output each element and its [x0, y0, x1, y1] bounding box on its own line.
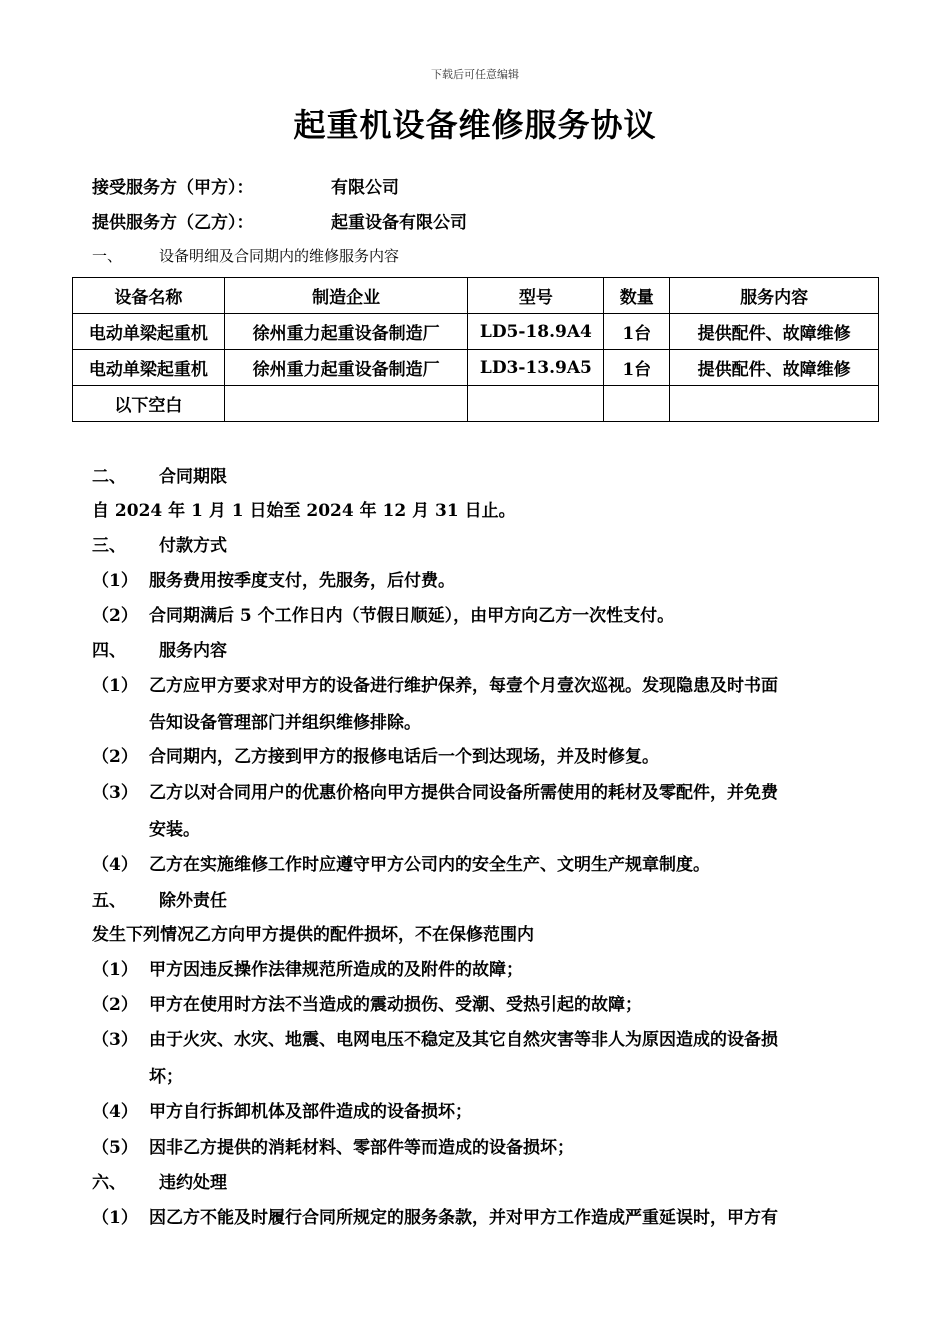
section-title: 违约处理 — [159, 1173, 227, 1193]
table-cell: 1台 — [604, 350, 670, 386]
item-text: 坏； — [149, 1067, 183, 1087]
table-row — [73, 314, 879, 350]
item-number: （5） — [92, 1138, 138, 1158]
item-text: 告知设备管理部门并组织维修排除。 — [149, 713, 421, 733]
party-b-value: 起重设备有限公司 — [331, 213, 467, 233]
section-title: 设备明细及合同期内的维修服务内容 — [159, 247, 400, 265]
table-cell: 徐州重力起重设备制造厂 — [224, 350, 468, 386]
item-text: 因非乙方提供的消耗材料、零部件等而造成的设备损坏； — [149, 1138, 574, 1158]
item-text: 合同期满后 5 个工作日内（节假日顺延），由甲方向乙方一次性支付。 — [149, 606, 675, 626]
section-number: 一、 — [92, 247, 123, 265]
item-text: 由于火灾、水灾、地震、电网电压不稳定及其它自然灾害等非人为原因造成的设备损 — [149, 1030, 778, 1050]
table-header-cell: 数量 — [604, 278, 670, 314]
table-cell: LD5-18.9A4 — [468, 314, 604, 350]
table-cell: 以下空白 — [73, 386, 225, 422]
section-5-intro: 发生下列情况乙方向甲方提供的配件损坏，不在保修范围内 — [92, 925, 534, 945]
party-b-label: 提供服务方（乙方）： — [92, 213, 254, 233]
item-text: 合同期内，乙方接到甲方的报修电话后一个到达现场，并及时修复。 — [149, 747, 659, 767]
table-cell — [670, 386, 879, 422]
item-number: （1） — [92, 571, 138, 591]
party-a — [92, 173, 399, 198]
table-cell — [604, 386, 670, 422]
item-number: （2） — [92, 747, 138, 767]
section-title: 合同期限 — [159, 467, 227, 487]
item-number: （2） — [92, 995, 138, 1015]
table-cell: 提供配件、故障维修 — [670, 350, 879, 386]
item-number: （3） — [92, 783, 138, 803]
party-a-value: 有限公司 — [331, 178, 399, 198]
section-number: 二、 — [92, 467, 126, 487]
party-a-label: 接受服务方（甲方）： — [92, 178, 254, 198]
table-cell: 1台 — [604, 314, 670, 350]
item-text: 安装。 — [149, 820, 200, 840]
item-number: （1） — [92, 960, 138, 980]
item-text: 因乙方不能及时履行合同所规定的服务条款，并对甲方工作造成严重延误时，甲方有 — [149, 1208, 778, 1228]
table-row — [73, 386, 879, 422]
table-cell: 电动单梁起重机 — [73, 350, 225, 386]
item-text: 甲方在使用时方法不当造成的震动损伤、受潮、受热引起的故障； — [149, 995, 642, 1015]
section-title: 付款方式 — [159, 536, 227, 556]
table-cell: LD3-13.9A5 — [468, 350, 604, 386]
item-number: （4） — [92, 1102, 138, 1122]
table-header-cell: 型号 — [468, 278, 604, 314]
section-number: 六、 — [92, 1173, 126, 1193]
item-number: （1） — [92, 676, 138, 696]
section-number: 五、 — [92, 891, 126, 911]
table-cell: 提供配件、故障维修 — [670, 314, 879, 350]
section-number: 四、 — [92, 641, 126, 661]
party-b — [92, 208, 467, 233]
header-note: 下载后可任意编辑 — [431, 68, 519, 81]
table-cell — [224, 386, 468, 422]
item-text: 乙方应甲方要求对甲方的设备进行维护保养，每壹个月壹次巡视。发现隐患及时书面 — [149, 676, 778, 696]
table-header-cell: 服务内容 — [670, 278, 879, 314]
section-number: 三、 — [92, 536, 126, 556]
item-number: （4） — [92, 855, 138, 875]
table-cell: 电动单梁起重机 — [73, 314, 225, 350]
item-text: 乙方以对合同用户的优惠价格向甲方提供合同设备所需使用的耗材及零配件，并免费 — [149, 783, 778, 803]
section-1-heading — [92, 245, 400, 266]
table-cell — [468, 386, 604, 422]
document-title: 起重机设备维修服务协议 — [293, 106, 657, 144]
section-title: 服务内容 — [159, 641, 227, 661]
equipment-table — [72, 277, 879, 422]
table-header-row — [73, 278, 879, 314]
item-text: 服务费用按季度支付，先服务，后付费。 — [149, 571, 455, 591]
contract-period-text: 自 2024 年 1 月 1 日始至 2024 年 12 月 31 日止。 — [92, 501, 516, 521]
item-text: 甲方自行拆卸机体及部件造成的设备损坏； — [149, 1102, 472, 1122]
item-text: 甲方因违反操作法律规范所造成的及附件的故障； — [149, 960, 523, 980]
item-number: （3） — [92, 1030, 138, 1050]
item-text: 乙方在实施维修工作时应遵守甲方公司内的安全生产、文明生产规章制度。 — [149, 855, 710, 875]
table-header-cell: 设备名称 — [73, 278, 225, 314]
section-title: 除外责任 — [159, 891, 227, 911]
item-number: （1） — [92, 1208, 138, 1228]
table-cell: 徐州重力起重设备制造厂 — [224, 314, 468, 350]
table-row — [73, 350, 879, 386]
table-header-cell: 制造企业 — [224, 278, 468, 314]
item-number: （2） — [92, 606, 138, 626]
